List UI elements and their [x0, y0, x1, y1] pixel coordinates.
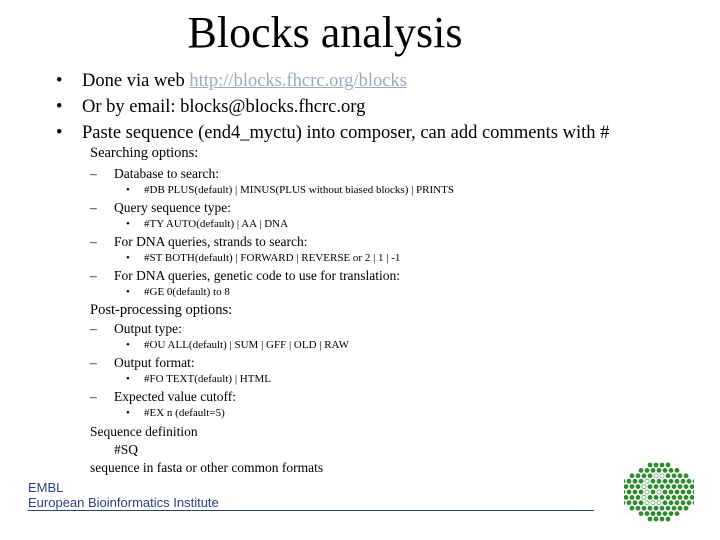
logo-dot — [624, 490, 625, 494]
logo-dot — [687, 501, 691, 505]
logo-dot — [642, 485, 646, 489]
main-bullet-list — [56, 68, 609, 146]
logo-dot — [633, 479, 637, 483]
bullet-item-email — [56, 94, 609, 120]
logo-dot — [666, 495, 670, 499]
logo-dot — [669, 479, 673, 483]
logo-dot — [624, 501, 625, 505]
logo-dot — [636, 495, 640, 499]
logo-dot — [684, 474, 688, 478]
dash-glyph: – — [90, 200, 97, 215]
logo-dot — [654, 463, 658, 467]
logo-dot — [687, 490, 691, 494]
logo-dot — [648, 495, 652, 499]
logo-dot — [624, 495, 628, 499]
logo-dot — [642, 506, 646, 510]
option-label: For DNA queries, genetic code to use for translation: — [114, 268, 401, 283]
logo-dot — [669, 501, 673, 505]
logo-dot — [663, 479, 667, 483]
logo-dot — [669, 512, 673, 516]
logo-dot — [639, 479, 643, 483]
dash-glyph: – — [90, 166, 97, 181]
logo-dot — [681, 501, 685, 505]
logo-dot — [654, 474, 658, 478]
logo-dot — [684, 495, 688, 499]
logo-dot — [681, 490, 685, 494]
bullet-glyph: • — [126, 286, 130, 298]
blocks-web-link[interactable]: http://blocks.fhcrc.org/blocks — [189, 71, 407, 91]
logo-dot — [651, 468, 655, 472]
logo-dot — [657, 512, 661, 516]
sequence-code: #SQ — [114, 442, 139, 457]
logo-dot — [645, 512, 649, 516]
option-detail: #EX n (default=5) — [144, 407, 225, 419]
logo-dot — [639, 512, 643, 516]
logo-dot — [630, 506, 634, 510]
bullet-glyph: • — [126, 373, 130, 385]
logo-dot — [654, 495, 658, 499]
logo-dot — [630, 474, 634, 478]
logo-dot — [660, 517, 664, 521]
bullet-text: Or by email: blocks@blocks.fhcrc.org — [82, 97, 366, 117]
logo-dot — [678, 485, 682, 489]
logo-dot — [636, 485, 640, 489]
logo-dot — [660, 485, 664, 489]
search-option-strands — [90, 234, 307, 250]
search-option-database-detail — [126, 184, 454, 196]
logo-dot — [636, 474, 640, 478]
option-label: Database to search: — [114, 166, 219, 181]
logo-dot — [666, 474, 670, 478]
logo-dot — [663, 490, 667, 494]
post-option-output-type-detail — [126, 339, 349, 351]
logo-dot — [663, 501, 667, 505]
dash-glyph: – — [90, 321, 97, 336]
bullet-glyph: • — [126, 252, 130, 264]
logo-dot — [654, 517, 658, 521]
sequence-description: sequence in fasta or other common formats — [90, 460, 324, 475]
option-label: Output format: — [114, 355, 195, 370]
post-option-output-format — [90, 355, 195, 371]
logo-dot — [627, 479, 631, 483]
option-label: Expected value cutoff: — [114, 389, 236, 404]
logo-dot — [666, 517, 670, 521]
logo-dot — [657, 501, 661, 505]
logo-dot — [657, 479, 661, 483]
logo-dot — [669, 468, 673, 472]
logo-dot — [687, 479, 691, 483]
post-option-output-format-detail — [126, 373, 271, 385]
embl-ebi-logo-icon — [624, 458, 694, 526]
logo-dot — [648, 517, 652, 521]
logo-dot — [669, 490, 673, 494]
logo-dot — [639, 501, 643, 505]
logo-dot — [648, 474, 652, 478]
logo-dot — [642, 495, 646, 499]
logo-dot — [654, 506, 658, 510]
logo-dot — [675, 468, 679, 472]
option-label: For DNA queries, strands to search: — [114, 234, 308, 249]
logo-dot — [660, 474, 664, 478]
logo-dot — [624, 479, 625, 483]
bullet-glyph: • — [56, 71, 63, 91]
logo-dot — [645, 501, 649, 505]
logo-dot — [633, 490, 637, 494]
option-detail: #ST BOTH(default) | FORWARD | REVERSE or 2 | 1 | -1 — [144, 252, 401, 264]
logo-dot — [675, 512, 679, 516]
logo-dot — [657, 468, 661, 472]
option-detail: #DB PLUS(default) | MINUS(PLUS without biased blocks) | PRINTS — [144, 184, 454, 196]
logo-dot — [678, 495, 682, 499]
logo-dot — [678, 474, 682, 478]
logo-dot — [633, 501, 637, 505]
logo-dot — [642, 474, 646, 478]
logo-dot — [654, 485, 658, 489]
logo-dot — [693, 479, 694, 483]
bullet-glyph: • — [56, 97, 63, 117]
logo-dot — [645, 490, 649, 494]
post-processing-heading: Post-processing options: — [90, 302, 233, 318]
footer-organisation — [28, 480, 219, 510]
logo-dot — [675, 479, 679, 483]
bullet-glyph: • — [126, 339, 130, 351]
logo-dot — [660, 463, 664, 467]
logo-dot — [660, 506, 664, 510]
post-option-cutoff — [90, 389, 236, 405]
logo-dot — [639, 490, 643, 494]
logo-dot — [663, 512, 667, 516]
search-option-sequence-type — [90, 200, 231, 216]
dash-glyph: – — [90, 355, 97, 370]
logo-dot — [663, 468, 667, 472]
option-detail: #FO TEXT(default) | HTML — [144, 373, 271, 385]
logo-dot — [627, 490, 631, 494]
searching-options-heading: Searching options: — [90, 145, 199, 161]
logo-dot — [639, 468, 643, 472]
option-detail: #OU ALL(default) | SUM | GFF | OLD | RAW — [144, 339, 349, 351]
bullet-glyph: • — [126, 218, 130, 230]
option-detail: #GE 0(default) to 8 — [144, 286, 230, 298]
logo-dot — [693, 490, 694, 494]
bullet-text: Paste sequence (end4_myctu) into composer, can add comments with # — [82, 123, 610, 143]
logo-dot — [651, 512, 655, 516]
logo-dot — [648, 506, 652, 510]
logo-dot — [672, 474, 676, 478]
post-option-output-type — [90, 321, 182, 337]
dash-glyph: – — [90, 389, 97, 404]
logo-dot — [657, 490, 661, 494]
post-option-cutoff-detail — [126, 407, 225, 419]
bullet-glyph: • — [126, 407, 130, 419]
bullet-item-web — [56, 68, 609, 94]
option-label: Query sequence type: — [114, 200, 231, 215]
dash-glyph: – — [90, 234, 97, 249]
logo-dot — [624, 485, 628, 489]
bullet-glyph: • — [126, 184, 130, 196]
logo-dot — [678, 506, 682, 510]
logo-dot — [630, 495, 634, 499]
search-option-database — [90, 166, 219, 182]
logo-dot — [648, 485, 652, 489]
logo-dot — [627, 501, 631, 505]
logo-dot — [651, 479, 655, 483]
bullet-item-paste — [56, 120, 609, 146]
dash-glyph: – — [90, 268, 97, 283]
slide-title: Blocks analysis — [187, 8, 463, 57]
logo-dot — [675, 501, 679, 505]
search-option-sequence-type-detail — [126, 218, 288, 230]
logo-dot — [651, 501, 655, 505]
logo-dot — [693, 501, 694, 505]
logo-dot — [672, 495, 676, 499]
option-label: Output type: — [114, 321, 182, 336]
logo-dot — [636, 506, 640, 510]
logo-dot — [648, 463, 652, 467]
logo-dot — [645, 479, 649, 483]
logo-dot — [681, 479, 685, 483]
logo-dot — [684, 485, 688, 489]
logo-dot — [690, 495, 694, 499]
logo-dot — [666, 506, 670, 510]
bullet-glyph: • — [56, 123, 63, 143]
logo-dot — [666, 485, 670, 489]
footer-divider — [28, 510, 594, 511]
logo-dot — [660, 495, 664, 499]
search-option-genetic-code-detail — [126, 286, 230, 298]
search-option-genetic-code — [90, 268, 400, 284]
footer-org-long: European Bioinformatics Institute — [28, 495, 219, 510]
footer-org-short: EMBL — [28, 480, 64, 495]
logo-dot — [672, 506, 676, 510]
logo-dot — [684, 506, 688, 510]
logo-dot — [675, 490, 679, 494]
logo-dot — [672, 485, 676, 489]
logo-dot — [630, 485, 634, 489]
logo-dot — [651, 490, 655, 494]
bullet-text: Done via web — [82, 71, 190, 91]
sequence-definition-heading: Sequence definition — [90, 424, 198, 439]
search-option-strands-detail — [126, 252, 400, 264]
logo-dot — [666, 463, 670, 467]
logo-dot — [645, 468, 649, 472]
logo-dot — [690, 485, 694, 489]
option-detail: #TY AUTO(default) | AA | DNA — [144, 218, 289, 230]
